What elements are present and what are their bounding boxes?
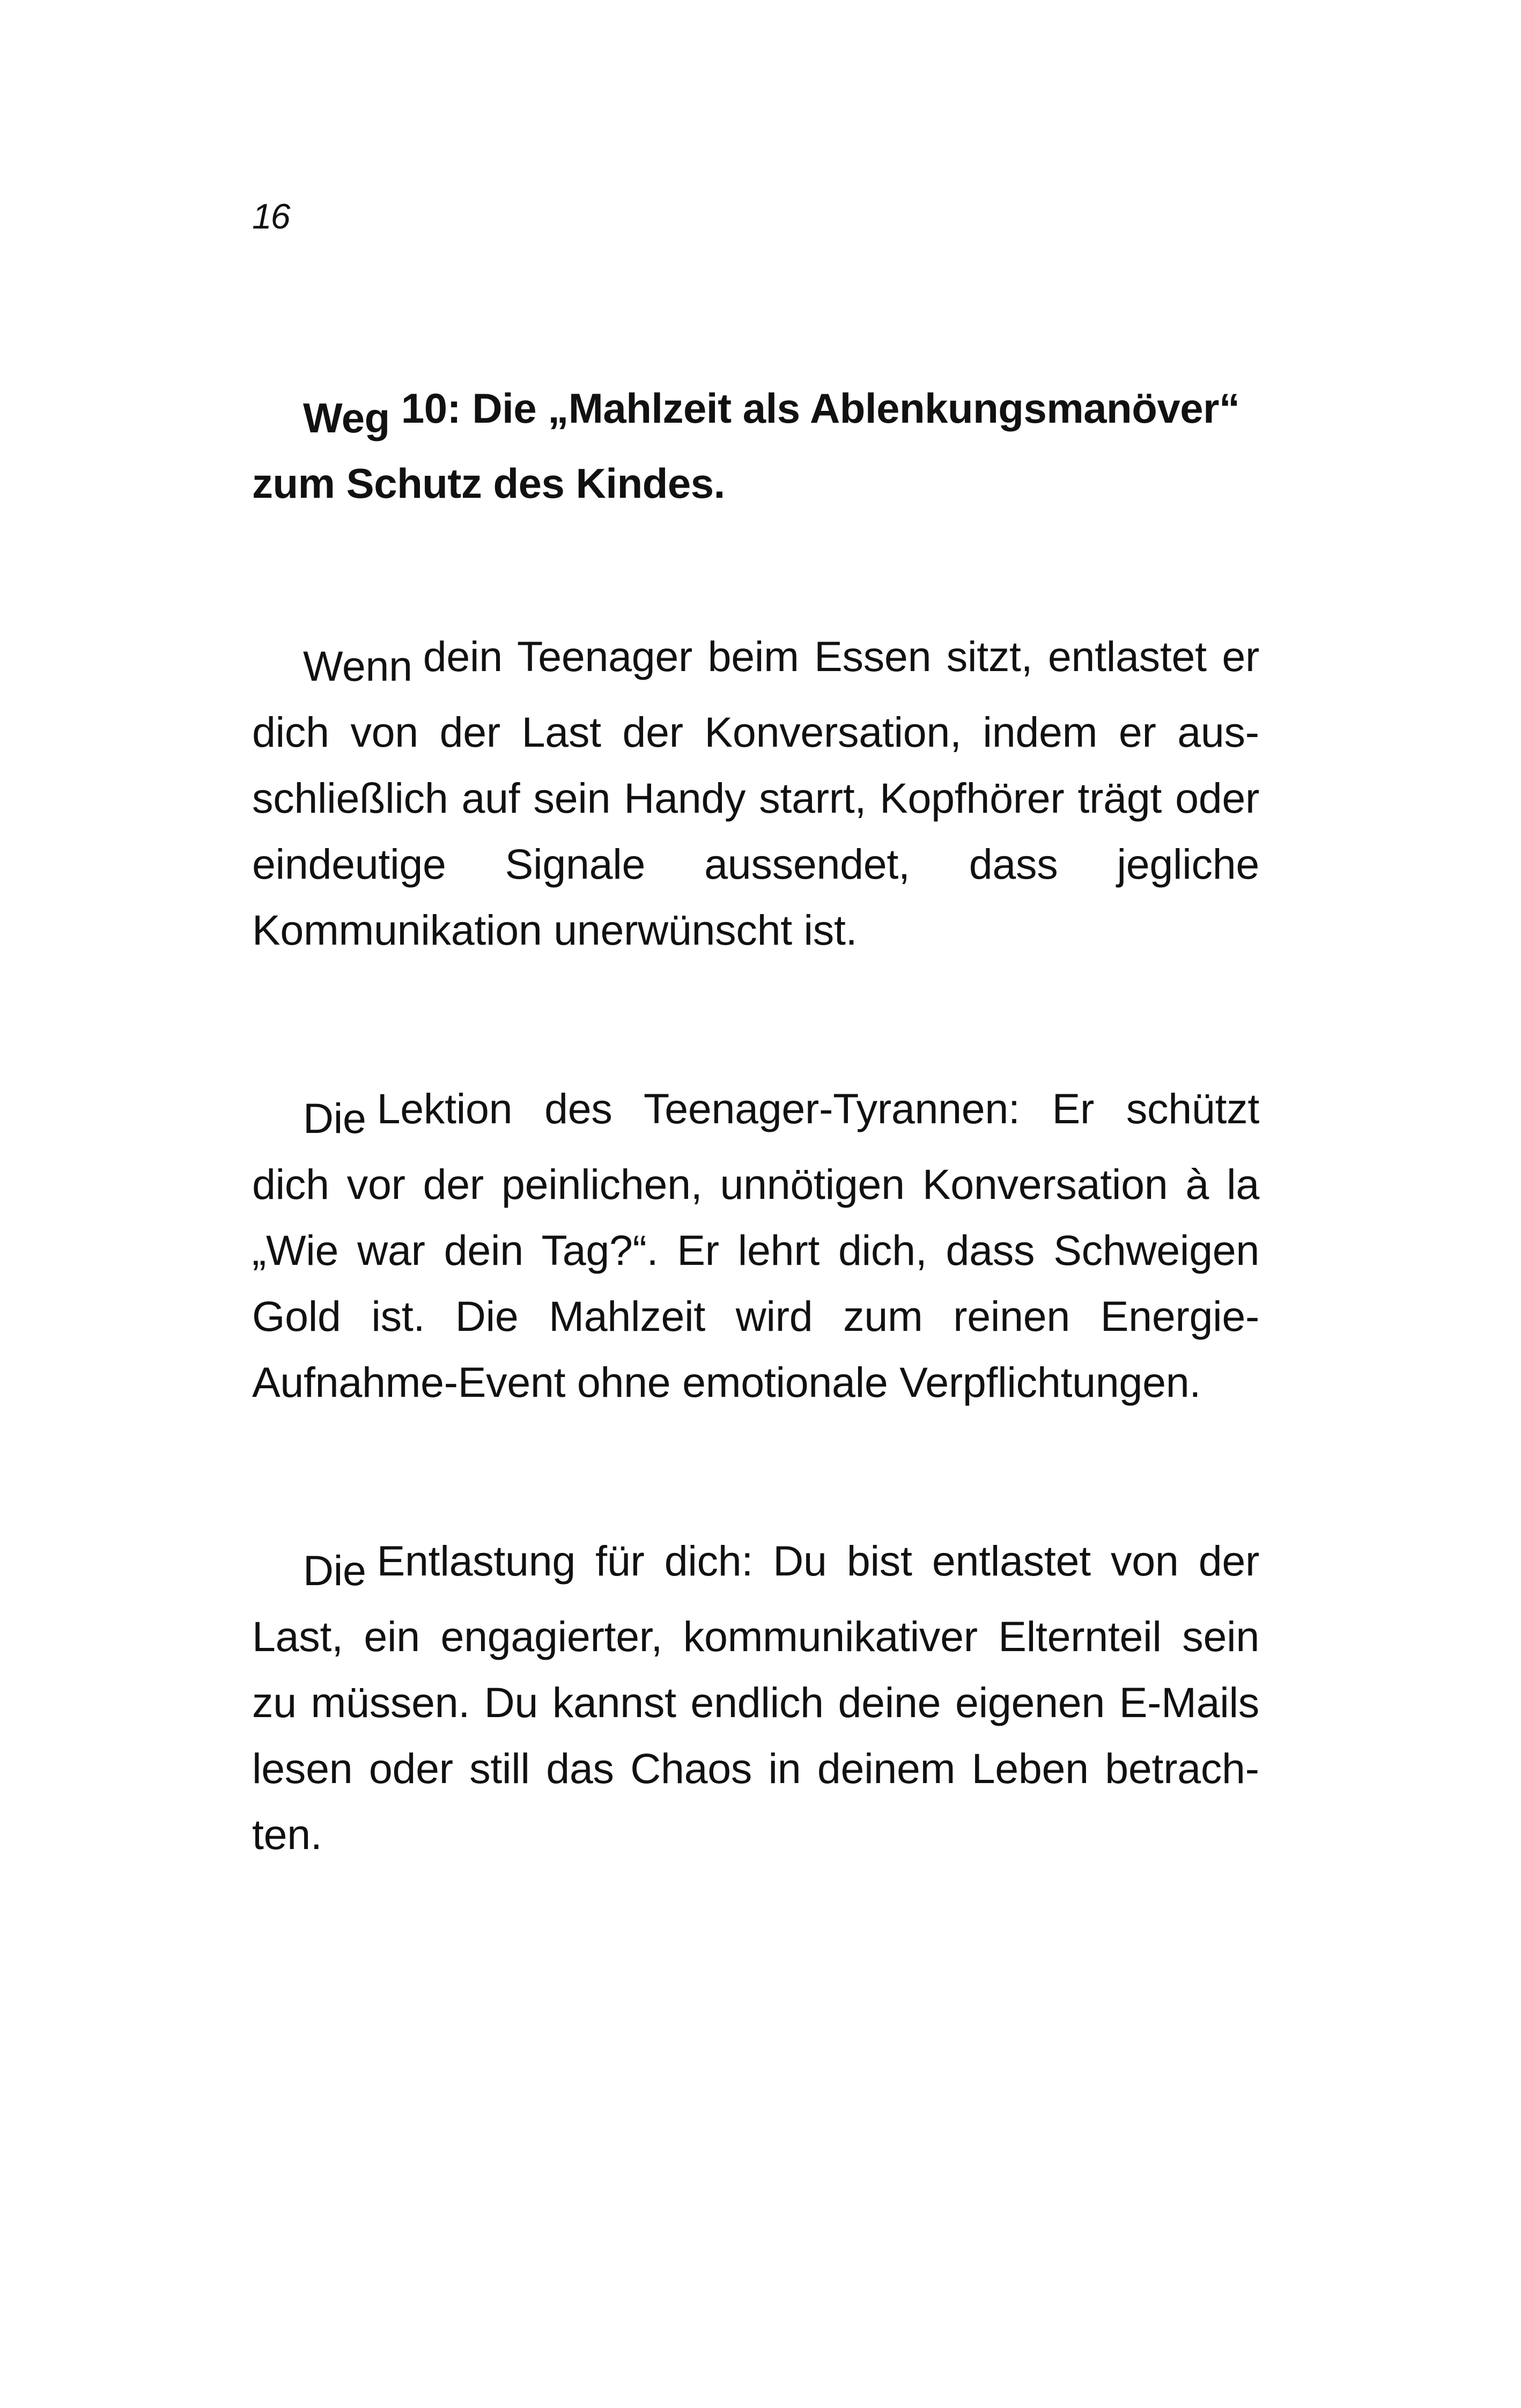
paragraph-3 [252,1528,1259,1867]
section-heading [252,375,1259,516]
paragraph-2 [252,1076,1259,1415]
paragraph-2-lead-word: Die [303,1094,366,1142]
heading-text: 10: Die „Mahlzeit als Ablenkungsmanöver“ zum Schutz des Kindes. [252,385,1240,507]
paragraph-2-text: Lektion des Teenager-Tyrannen: Er schützt dich vor der peinlichen, unnötigen Konversation à la „Wie war dein Tag?“. Er lehrt dich, dass Schweigen Gold ist. Die Mahlzeit wird zum reinen Energie-Aufnahme-Event ohne emotionale Verpflichtungen. [252,1085,1259,1406]
paragraph-1 [252,623,1259,963]
paragraph-1-text: dein Teenager beim Essen sitzt, entlastet er dich von der Last der Konversation, indem er ausschließlich auf sein Handy starrt, Kopfhörer trägt oder eindeutige Signale aussendet, dass jegliche Kommunikation unerwünscht ist. [252,632,1259,954]
paragraph-1-lead-word: Wenn [303,642,412,690]
page-number: 16 [252,196,290,236]
heading-lead-word: Weg [303,394,390,441]
page-content [252,375,1259,1980]
paragraph-3-lead-word: Die [303,1547,366,1594]
paragraph-3-text: Entlastung für dich: Du bist entlastet von der Last, ein engagierter, kommunikativer Elternteil sein zu müssen. Du kannst endlich deine eigenen E-Mails lesen oder still das Chaos in deinem Leben betrachten. [252,1537,1259,1858]
